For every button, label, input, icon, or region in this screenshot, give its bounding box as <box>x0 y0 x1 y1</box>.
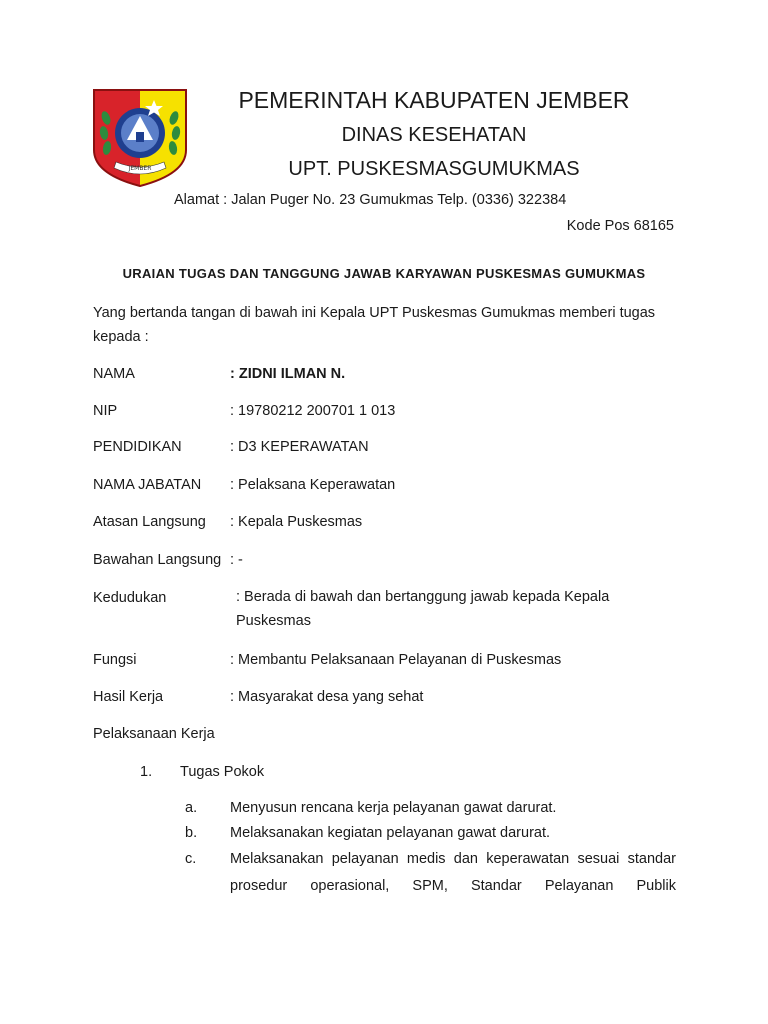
item-letter-c: c. <box>185 851 197 867</box>
field-value-atasan: : Kepala Puskesmas <box>230 514 363 530</box>
section-heading: Pelaksanaan Kerja <box>93 726 215 742</box>
item-text-b: Melaksanakan kegiatan pelayanan gawat darurat. <box>230 825 551 841</box>
field-value-jabatan: : Pelaksana Keperawatan <box>230 477 396 493</box>
field-label-fungsi: Fungsi <box>93 652 137 668</box>
field-value-pendidikan: : D3 KEPERAWATAN <box>230 439 369 455</box>
field-label-kedudukan: Kedudukan <box>93 590 167 606</box>
field-value-hasil-kerja: : Masyarakat desa yang sehat <box>230 689 424 705</box>
list-title: Tugas Pokok <box>180 764 265 780</box>
field-value-nip: : 19780212 200701 1 013 <box>230 403 396 419</box>
field-label-jabatan: NAMA JABATAN <box>93 477 202 493</box>
field-label-bawahan: Bawahan Langsung <box>93 552 222 568</box>
item-letter-b: b. <box>185 825 198 841</box>
header-government: PEMERINTAH KABUPATEN JEMBER <box>238 87 630 113</box>
item-text-a: Menyusun rencana kerja pelayanan gawat darurat. <box>230 800 557 816</box>
header-unit: UPT. PUSKESMASGUMUKMAS <box>288 158 580 180</box>
field-value-kedudukan: : Berada di bawah dan bertanggung jawab kepada Kepala Puskesmas <box>236 589 610 629</box>
item-letter-a: a. <box>185 800 198 816</box>
field-label-atasan: Atasan Langsung <box>93 514 206 530</box>
field-label-hasil-kerja: Hasil Kerja <box>93 689 164 705</box>
item-text-c: Melaksanakan pelayanan medis dan keperawatan sesuai standar prosedur operasional, SPM, Standar Pelayanan Publik <box>230 851 676 894</box>
svg-text:JEMBER: JEMBER <box>128 165 152 172</box>
field-label-nama: NAMA <box>93 366 135 382</box>
header-address: Alamat : Jalan Puger No. 23 Gumukmas Telp. (0336) 322384 <box>174 192 567 208</box>
intro-paragraph: Yang bertanda tangan di bawah ini Kepala UPT Puskesmas Gumukmas memberi tugas kepada : <box>93 305 656 345</box>
field-value-nama: : ZIDNI ILMAN N. <box>230 366 346 382</box>
field-label-pendidikan: PENDIDIKAN <box>93 439 182 455</box>
list-number: 1. <box>140 764 153 780</box>
header-postal-code: Kode Pos 68165 <box>566 218 674 234</box>
document-title: URAIAN TUGAS DAN TANGGUNG JAWAB KARYAWAN PUSKESMAS GUMUKMAS <box>122 266 646 281</box>
field-value-bawahan: : - <box>230 552 243 568</box>
header-agency: DINAS KESEHATAN <box>341 124 527 146</box>
field-value-fungsi: : Membantu Pelaksanaan Pelayanan di Puskesmas <box>230 652 562 668</box>
field-label-nip: NIP <box>93 403 118 419</box>
